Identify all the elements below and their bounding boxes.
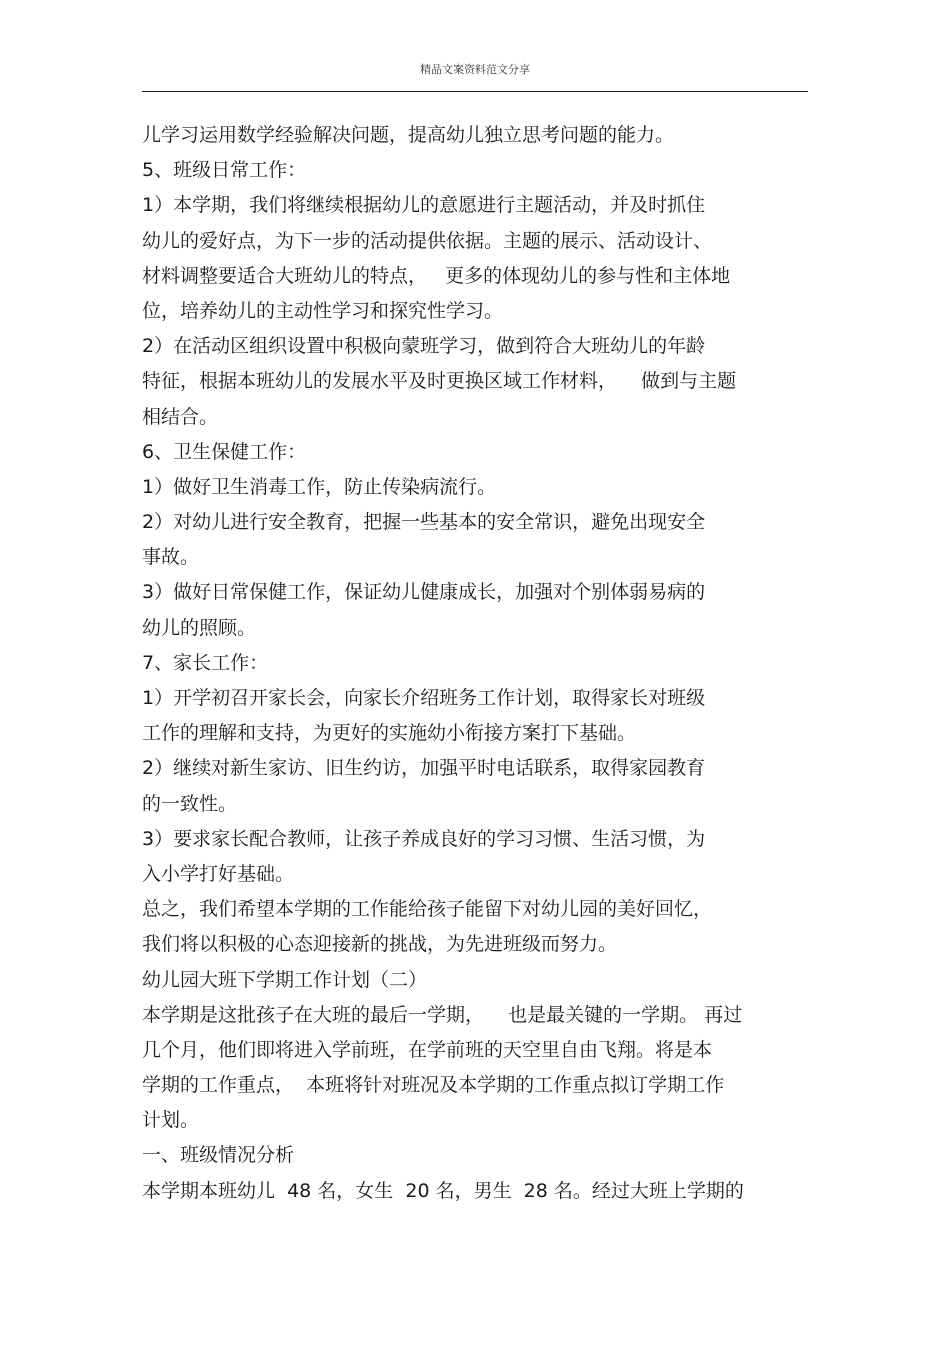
- text-line: 总之，我们希望本学期的工作能给孩子能留下对幼儿园的美好回忆，: [142, 898, 713, 921]
- page-header-title: 精品文案资料范文分享: [420, 63, 530, 76]
- text-line: 幼儿园大班下学期工作计划（二）: [142, 968, 428, 991]
- text-line: 的一致性。: [142, 792, 238, 815]
- text-line: 我们将以积极的心态迎接新的挑战，为先进班级而努力。: [142, 933, 618, 956]
- text-line: 位，培养幼儿的主动性学习和探究性学习。: [142, 299, 504, 322]
- text-line: 1）开学初召开家长会，向家长介绍班务工作计划，取得家长对班级: [142, 687, 706, 709]
- text-line: 特征，根据本班幼儿的发展水平及时更换区域工作材料， 做到与主题: [142, 370, 737, 393]
- text-line: 学期的工作重点， 本班将针对班况及本学期的工作重点拟订学期工作: [142, 1074, 725, 1097]
- text-line: 2）继续对新生家访、旧生约访，加强平时电话联系，取得家园教育: [142, 757, 706, 780]
- text-line: 2）对幼儿进行安全教育，把握一些基本的安全常识，避免出现安全: [142, 511, 706, 534]
- text-line: 2）在活动区组织设置中积极向蒙班学习，做到符合大班幼儿的年龄: [142, 335, 706, 358]
- text-line: 幼儿的照顾。: [142, 616, 257, 639]
- text-line: 1）本学期，我们将继续根据幼儿的意愿进行主题活动，并及时抓住: [142, 194, 706, 217]
- text-line: 几个月，他们即将进入学前班，在学前班的天空里自由飞翔。将是本: [142, 1038, 713, 1061]
- text-line: 本学期是这批孩子在大班的最后一学期， 也是最关键的一学期。 再过: [142, 1003, 743, 1026]
- text-line: 入小学打好基础。: [142, 862, 295, 885]
- text-line: 工作的理解和支持，为更好的实施幼小衔接方案打下基础。: [142, 722, 637, 745]
- text-line: 本学期本班幼儿 48 名，女生 20 名，男生 28 名。经过大班上学期的: [142, 1179, 744, 1202]
- text-line: 3）做好日常保健工作，保证幼儿健康成长，加强对个别体弱易病的: [142, 581, 706, 604]
- header-divider: [142, 91, 808, 92]
- text-line: 计划。: [142, 1109, 200, 1132]
- text-line: 一、班级情况分析: [142, 1144, 295, 1167]
- text-line: 材料调整要适合大班幼儿的特点， 更多的体现幼儿的参与性和主体地: [142, 264, 731, 287]
- text-line: 3）要求家长配合教师，让孩子养成良好的学习习惯、生活习惯，为: [142, 827, 706, 850]
- text-line: 相结合。: [142, 405, 219, 428]
- text-line: 幼儿的爱好点，为下一步的活动提供依据。主题的展示、活动设计、: [142, 229, 713, 252]
- document-body: [142, 118, 822, 1209]
- text-line: 儿学习运用数学经验解决问题，提高幼儿独立思考问题的能力。: [142, 124, 675, 146]
- text-line: 7、家长工作：: [142, 651, 269, 674]
- text-line: 5、班级日常工作：: [142, 159, 307, 182]
- text-line: 6、卫生保健工作：: [142, 440, 307, 463]
- text-line: 1）做好卫生消毒工作，防止传染病流行。: [142, 475, 497, 498]
- text-line: 事故。: [142, 546, 200, 569]
